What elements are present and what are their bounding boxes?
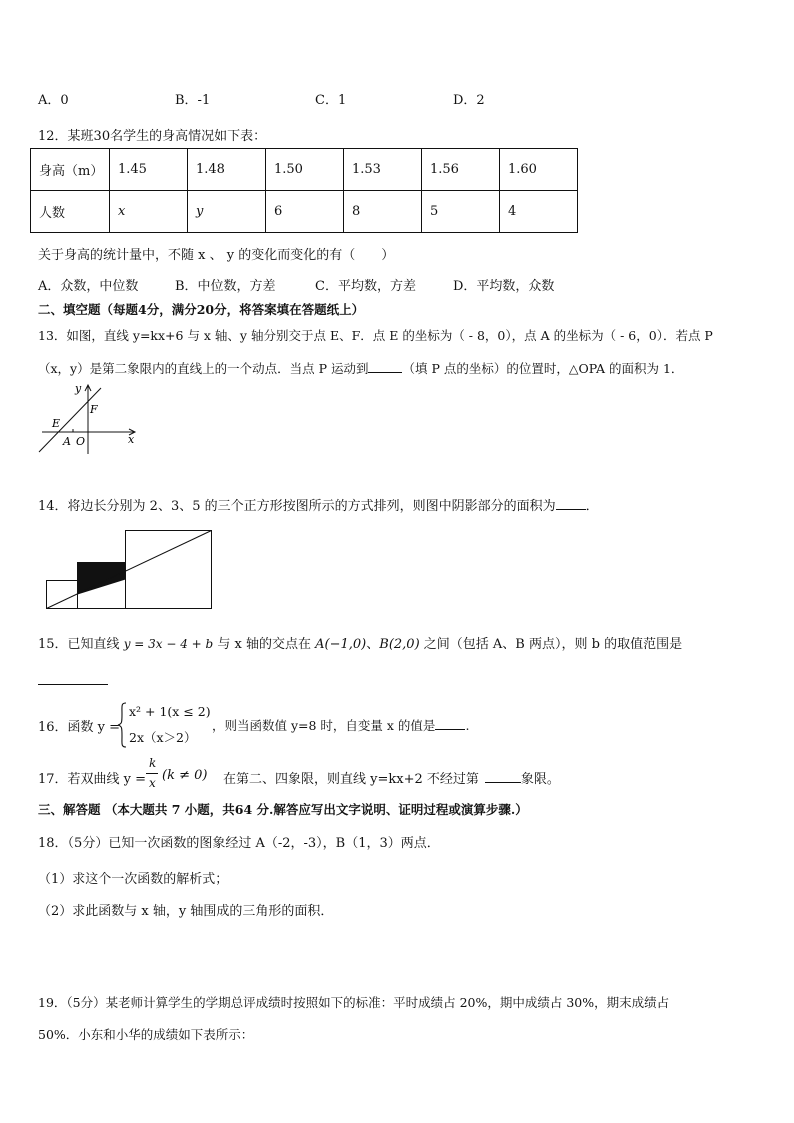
q18-stem: 18．（5分）已知一次函数的图象经过 A（-2，-3），B（1，3）两点． xyxy=(38,836,440,851)
table-cell: 8 xyxy=(344,191,422,233)
q17-answer-blank[interactable] xyxy=(485,782,521,783)
diagonal-line xyxy=(47,531,212,609)
q15-sep: 、 xyxy=(366,637,380,652)
q14-figure xyxy=(44,528,216,612)
table-cell: y xyxy=(188,191,266,233)
table-cell: 1.45 xyxy=(110,149,188,191)
q12-question: 关于身高的统计量中，不随 x 、 y 的变化而变化的有（ ） xyxy=(38,248,395,263)
table-cell: 1.56 xyxy=(422,149,500,191)
q11-option-b: B．-1 xyxy=(175,93,211,108)
q14-end: ． xyxy=(585,499,599,514)
q18-part-1: （1）求这个一次函数的解析式； xyxy=(38,872,229,887)
q15-answer-blank[interactable] xyxy=(38,670,108,685)
q16-brace xyxy=(117,702,127,748)
table-cell: 6 xyxy=(266,191,344,233)
q16-end: . xyxy=(465,718,470,733)
shaded-region xyxy=(78,563,126,595)
q17-suffix: 在第二、四象限，则直线 y=kx+2 不经过第 xyxy=(223,772,479,787)
q15-text-c: 之间（包括 A、B 两点），则 b 的取值范围是 xyxy=(423,637,683,652)
label-y: y xyxy=(75,382,82,395)
q16-suffix-line xyxy=(212,716,469,734)
q17-condition: (k ≠ 0) xyxy=(162,768,208,783)
section-2-heading: 二、填空题（每题4分，满分20分，将答案填在答题纸上） xyxy=(38,302,365,317)
table-cell: 1.53 xyxy=(344,149,422,191)
q13-answer-blank[interactable] xyxy=(368,372,402,373)
square-side-5 xyxy=(126,531,212,609)
q14-answer-blank[interactable] xyxy=(556,509,586,510)
q17-denominator: x xyxy=(149,776,156,790)
table-cell: 5 xyxy=(422,191,500,233)
q16-suffix: ，则当函数值 y=8 时，自变量 x 的值是 xyxy=(212,718,436,733)
table-cell: x xyxy=(110,191,188,233)
table-cell: 1.50 xyxy=(266,149,344,191)
q16-prefix: 16．函数 y = xyxy=(38,720,121,735)
q19-line2: 50%．小东和小华的成绩如下表所示： xyxy=(38,1027,254,1042)
label-e: E xyxy=(52,417,61,430)
q14-text: 14．将边长分别为 2、3、5 的三个正方形按图所示的方式排列，则图中阴影部分的面积为 xyxy=(38,499,556,514)
q12-option-d: D．平均数，众数 xyxy=(453,279,555,294)
table-cell: 1.48 xyxy=(188,149,266,191)
q13-line2 xyxy=(38,359,683,377)
q17-numerator: k xyxy=(149,756,157,770)
q13-line1: 13．如图，直线 y=kx+6 与 x 轴、y 轴分别交于点 E、F．点 E 的坐标为（ - 8，0），点 A 的坐标为（ - 6，0）．若点 P xyxy=(38,328,713,343)
q18-part-2: （2）求此函数与 x 轴，y 轴围成的三角形的面积． xyxy=(38,904,334,919)
table-cell: 4 xyxy=(500,191,578,233)
table-cell: 身高（m） xyxy=(31,149,110,191)
table-row xyxy=(31,149,578,191)
table-row xyxy=(31,191,578,233)
square-side-2 xyxy=(47,581,78,609)
table-cell: 1.60 xyxy=(500,149,578,191)
table-cell: 人数 xyxy=(31,191,110,233)
q15-point-b: B(2,0) xyxy=(379,637,420,652)
q19-line1: 19．（5分）某老师计算学生的学期总评成绩时按照如下的标准：平时成绩占 20%，期中成绩占 30%，期末成绩占 xyxy=(38,995,670,1010)
q15-point-a: A(−1,0) xyxy=(315,637,367,652)
section-3-heading: 三、解答题 （本大题共 7 小题，共64 分.解答应写出文字说明、证明过程或演算步骤.） xyxy=(38,802,528,817)
label-a: A xyxy=(63,435,71,448)
q17-end: 象限。 xyxy=(520,772,560,787)
q14-line xyxy=(38,495,599,514)
q15-text-b: 与 x 轴的交点在 xyxy=(217,637,311,652)
q13-figure xyxy=(30,380,150,455)
q11-option-c: C．1 xyxy=(315,93,347,108)
q16-answer-blank[interactable] xyxy=(435,729,465,730)
q16-case-1: x² + 1(x ≤ 2) xyxy=(129,704,211,719)
label-o: O xyxy=(76,435,86,448)
q15-line xyxy=(38,633,682,652)
label-f: F xyxy=(90,403,98,416)
q12-option-a: A．众数，中位数 xyxy=(38,279,139,294)
q12-option-b: B．中位数，方差 xyxy=(175,279,276,294)
q17-prefix: 17．若双曲线 y = xyxy=(38,772,147,787)
q11-option-d: D．2 xyxy=(453,93,485,108)
height-table xyxy=(30,148,578,233)
q13-line2-a: （x，y）是第二象限内的直线上的一个动点．当点 P 运动到 xyxy=(38,361,369,376)
q15-text-a: 15．已知直线 xyxy=(38,637,120,652)
q11-option-a: A．0 xyxy=(38,93,69,108)
q17-suffix-line xyxy=(223,768,560,787)
q17-fraction-bar xyxy=(146,773,158,774)
q13-line2-b: （填 P 点的坐标）的位置时，△OPA 的面积为 1． xyxy=(402,361,684,376)
label-x: x xyxy=(128,433,135,446)
q12-stem: 12．某班30名学生的身高情况如下表： xyxy=(38,129,267,144)
q12-option-c: C．平均数，方差 xyxy=(315,279,416,294)
q15-equation: y = 3x − 4 + b xyxy=(123,637,214,651)
q16-case-2: 2x（x＞2） xyxy=(129,730,197,745)
